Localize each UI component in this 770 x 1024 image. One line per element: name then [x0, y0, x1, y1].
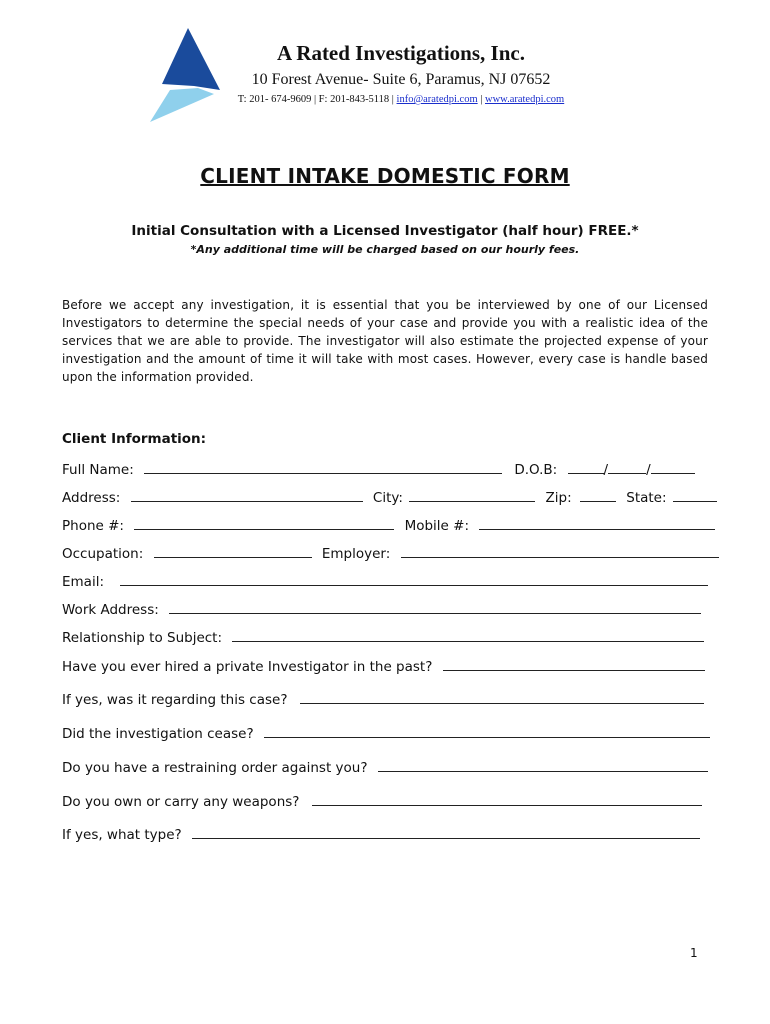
occupation-field[interactable] [154, 544, 312, 558]
form-title: CLIENT INTAKE DOMESTIC FORM [200, 164, 570, 188]
row-phone [62, 516, 712, 536]
company-contact [226, 93, 576, 107]
label-restraining: Do you have a restraining order against you? [62, 760, 368, 776]
full-name-field[interactable] [144, 460, 502, 474]
label-mobile: Mobile #: [404, 518, 470, 534]
row-work-address [62, 600, 712, 620]
section-title-client-info: Client Information: [62, 431, 207, 447]
row-occupation [62, 544, 712, 564]
weapon-type-field[interactable] [192, 825, 700, 839]
label-city: City: [372, 490, 403, 506]
intro-paragraph: Before we accept any investigation, it is essential that you be interviewed by one of our Licensed Investigators to determine the special needs of your case and provide you with a realistic idea of the services that we are able to provide. The investigator will also estimate the projected expense of your investigation and the amount of time it will take with most cases. However, every case is handle based upon the information provided. [62, 298, 708, 384]
dob-sep-1: / [603, 462, 609, 478]
address-field[interactable] [131, 488, 363, 502]
label-email: Email: [62, 574, 105, 590]
weapons-field[interactable] [312, 792, 702, 806]
logo-dark-sail [162, 28, 220, 90]
row-hired-before [62, 657, 712, 677]
logo-light-sail [150, 88, 214, 122]
label-state: State: [626, 490, 667, 506]
label-full-name: Full Name: [62, 462, 134, 478]
page-number: 1 [690, 946, 698, 960]
zip-field[interactable] [580, 488, 616, 502]
company-header [226, 40, 576, 107]
phone-field[interactable] [134, 516, 394, 530]
contact-separator: | [477, 94, 485, 105]
label-address: Address: [62, 490, 121, 506]
label-regarding-case: If yes, was it regarding this case? [62, 692, 288, 708]
regarding-case-field[interactable] [300, 690, 704, 704]
phone-fax: T: 201- 674-9609 | F: 201-843-5118 | [237, 94, 397, 105]
row-weapon-type [62, 825, 712, 845]
relationship-field[interactable] [232, 628, 704, 642]
mobile-field[interactable] [479, 516, 715, 530]
dob-sep-2: / [646, 462, 651, 478]
label-work-address: Work Address: [62, 602, 159, 618]
company-logo [148, 26, 228, 124]
row-address [62, 488, 712, 508]
dob-year-field[interactable] [651, 460, 695, 474]
email-field[interactable] [120, 572, 708, 586]
dob-day-field[interactable] [608, 460, 646, 474]
label-hired-before: Have you ever hired a private Investigator in the past? [62, 659, 433, 675]
label-weapons: Do you own or carry any weapons? [62, 794, 300, 810]
work-address-field[interactable] [169, 600, 701, 614]
row-ceased [62, 724, 712, 744]
employer-field[interactable] [401, 544, 719, 558]
row-regarding-case [62, 690, 712, 710]
company-name: A Rated Investigations, Inc. [277, 41, 525, 65]
consultation-note: *Any additional time will be charged based on our hourly fees. [190, 243, 580, 256]
row-restraining [62, 758, 712, 778]
company-address: 10 Forest Avenue- Suite 6, Paramus, NJ 07652 [251, 71, 551, 88]
state-field[interactable] [673, 488, 717, 502]
website-link[interactable]: www.aratedpi.com [485, 94, 565, 105]
dob-month-field[interactable] [568, 460, 604, 474]
row-relationship [62, 628, 712, 648]
label-relationship: Relationship to Subject: [62, 630, 223, 646]
city-field[interactable] [409, 488, 535, 502]
consultation-offer: Initial Consultation with a Licensed Investigator (half hour) FREE.* [131, 223, 639, 239]
label-weapon-type: If yes, what type? [62, 827, 182, 843]
label-phone: Phone #: [62, 518, 124, 534]
label-employer: Employer: [321, 546, 391, 562]
label-occupation: Occupation: [62, 546, 144, 562]
label-zip: Zip: [545, 490, 572, 506]
restraining-field[interactable] [378, 758, 708, 772]
row-full-name [62, 460, 712, 480]
row-email [62, 572, 712, 592]
hired-before-field[interactable] [443, 657, 705, 671]
label-dob: D.O.B: [514, 462, 558, 478]
email-link[interactable]: info@aratedpi.com [396, 94, 478, 105]
row-weapons [62, 792, 712, 812]
label-ceased: Did the investigation cease? [62, 726, 254, 742]
ceased-field[interactable] [264, 724, 710, 738]
